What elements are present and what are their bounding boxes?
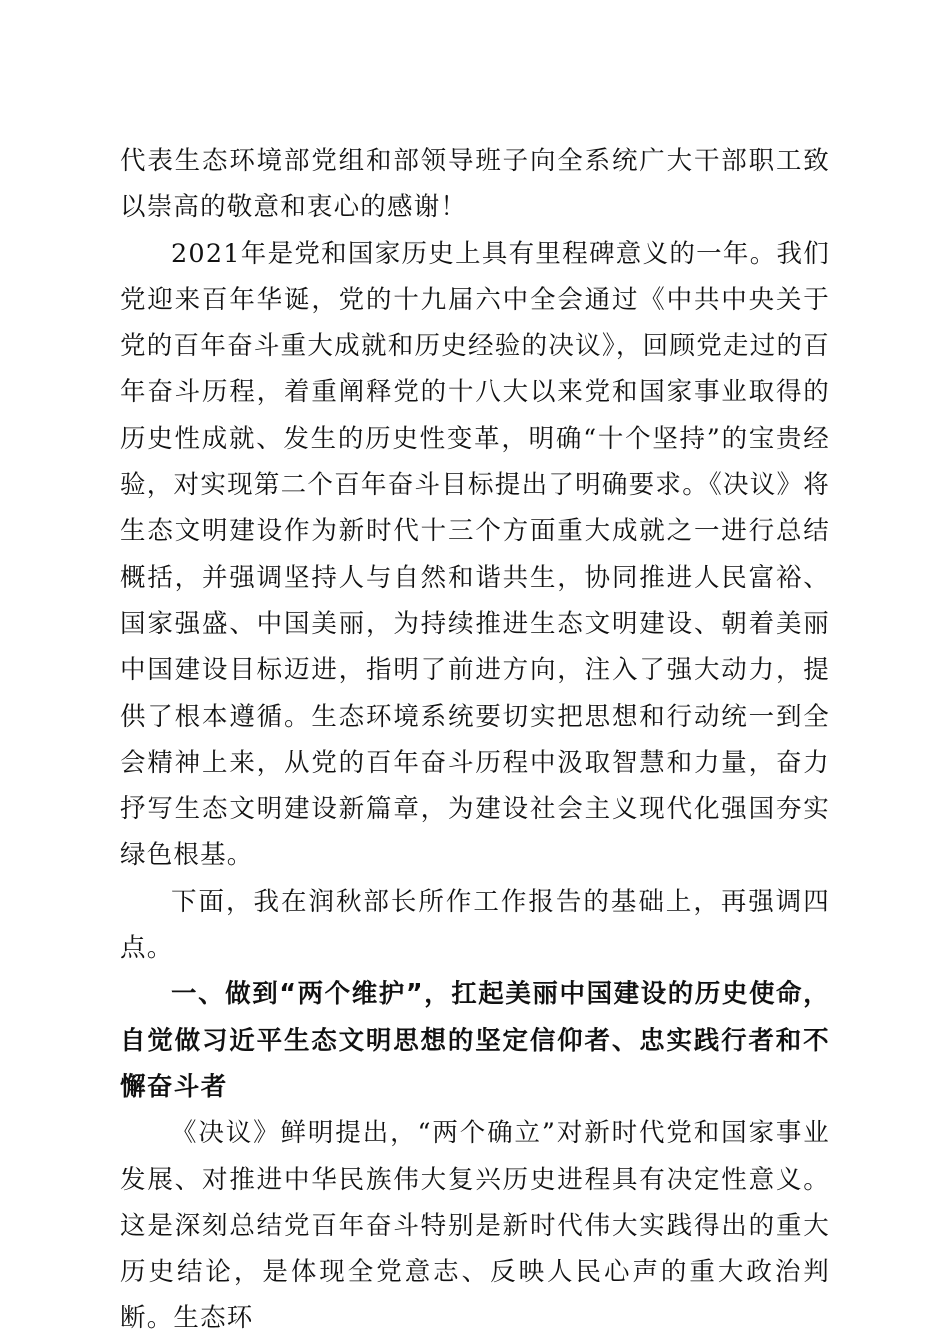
paragraph-two-establishments: 《决议》鲜明提出，“两个确立”对新时代党和国家事业发展、对推进中华民族伟大复兴历史进程具有决定性意义。这是深刻总结党百年奋斗特别是新时代伟大实践得出的重大历史结论，是体现全党意志、反映人民心声的重大政治判断。生态环 [120, 1118, 830, 1334]
paragraph-closing-thanks: 代表生态环境部党组和部领导班子向全系统广大干部职工致以崇高的敬意和衷心的感谢！ [120, 146, 830, 223]
section-heading-one: 一、做到“两个维护”，扛起美丽中国建设的历史使命，自觉做习近平生态文明思想的坚定信仰者、忠实践行者和不懈奋斗者 [120, 979, 830, 1102]
paragraph-2021-significance: 2021年是党和国家历史上具有里程碑意义的一年。我们党迎来百年华诞，党的十九届六中全会通过《中共中央关于党的百年奋斗重大成就和历史经验的决议》，回顾党走过的百年奋斗历程，着重阐释党的十八大以来党和国家事业取得的历史性成就、发生的历史性变革，明确“十个坚持”的宝贵经验，对实现第二个百年奋斗目标提出了明确要求。《决议》将生态文明建设作为新时代十三个方面重大成就之一进行总结概括，并强调坚持人与自然和谐共生，协同推进人民富裕、国家强盛、中国美丽，为持续推进生态文明建设、朝着美丽中国建设目标迈进，指明了前进方向，注入了强大动力，提供了根本遵循。生态环境系统要切实把思想和行动统一到全会精神上来，从党的百年奋斗历程中汲取智慧和力量，奋力抒写生态文明建设新篇章，为建设社会主义现代化强国夯实绿色根基。 [120, 238, 830, 871]
paragraph-four-points-intro: 下面，我在润秋部长所作工作报告的基础上，再强调四点。 [120, 886, 830, 964]
document-page [120, 138, 830, 1342]
